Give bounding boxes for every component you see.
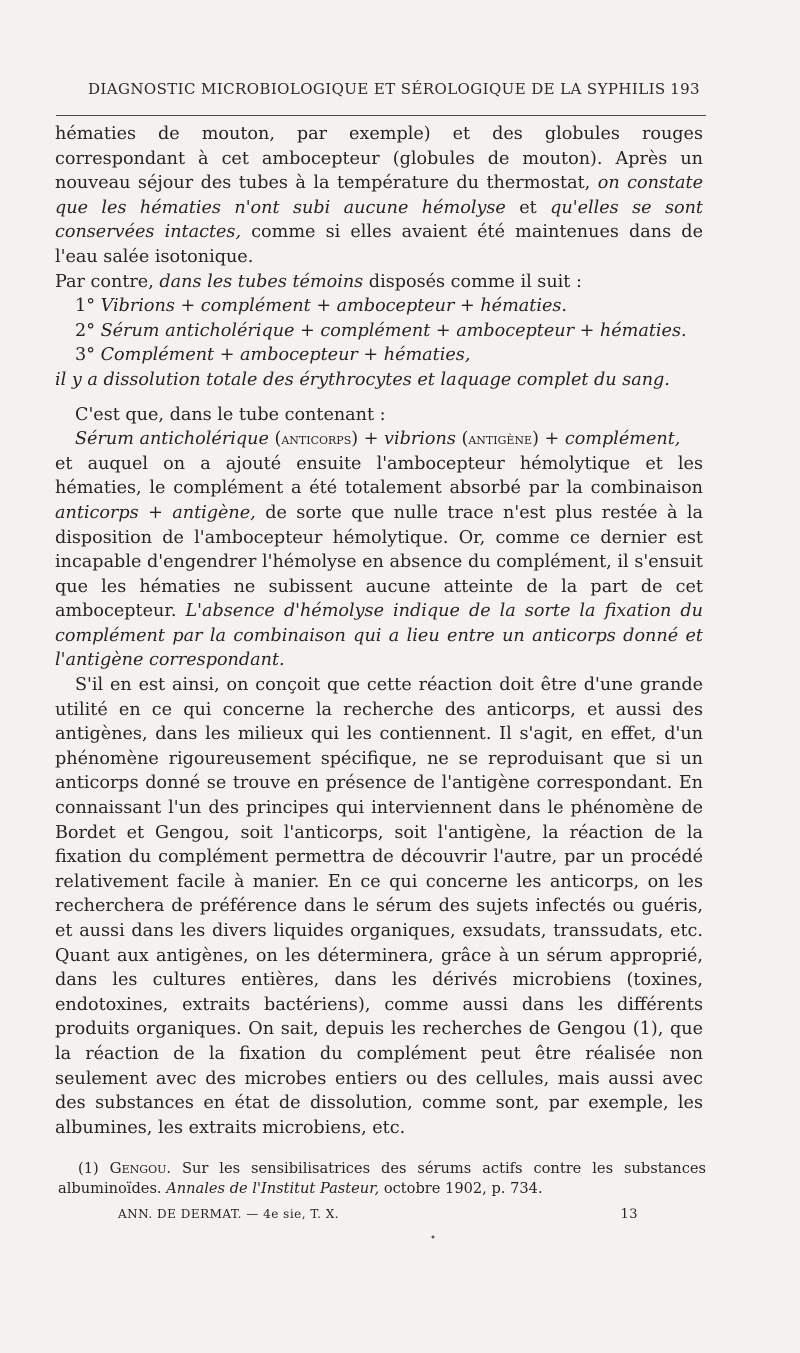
- signature-number: 13: [620, 1207, 638, 1222]
- list-number: 2°: [75, 320, 95, 341]
- text-span: C'est que, dans le tube contenant :: [75, 404, 386, 425]
- italic-span: L'absence d'hémolyse indique de la sorte la fixation du complément par la combinaison qui a lieu entre un anticorps donné et l'antigène correspondant.: [55, 601, 704, 671]
- italic-span: Sérum anticholérique: [75, 429, 269, 450]
- footnote-author: Gengou: [109, 1159, 167, 1177]
- paragraph: [55, 452, 703, 673]
- smallcaps-span: anticorps: [281, 430, 352, 449]
- page-footer: [118, 1207, 638, 1221]
- list-item: [55, 294, 703, 319]
- italic-span: anticorps + antigène,: [55, 502, 256, 523]
- smallcaps-span: antigène: [468, 430, 533, 449]
- text-span: S'il en est ainsi, on conçoit que cette réaction doit être d'une grande utilité en ce qui concerne la recherche des anticorps, et aussi des antigènes, dans les milieux qui les contiennent. Il s'agit, en effet, d'un phénomène rigoureusement spécifique, ne se reproduisant que si un anticorps donné se trouve en présence de l'antigène correspondant. En connaissant l'un des principes qui interviennent dans le phénomène de Bordet et Gengou, soit l'anticorps, soit l'antigène, la réaction de la fixation du complément permettra de découvrir l'autre, par un procédé relativement facile à manier. En ce qui concerne les anticorps, on les recherchera de préférence dans le sérum des sujets infectés ou guéris, et aussi dans les divers liquides organiques, exsudats, transsudats, etc. Quant aux antigènes, on les déterminera, grâce à un sérum approprié, dans les cultures entières, dans les dérivés microbiens (toxines, endotoxines, extraits bactériens), comme aussi dans les différents produits organiques. On sait, depuis les recherches de Gengou (1), que la réaction de la fixation du complément peut être réalisée non seulement avec des microbes entiers ou des cellules, mais aussi avec des substances en état de dissolution, comme sont, par exemple, les albumines, les extraits microbiens, etc.: [55, 675, 703, 1138]
- text-span: . Sur les sensibilisatrices des sérums actifs contre les substances albuminoïdes.: [58, 1160, 706, 1197]
- text-span: de sorte que nulle trace n'est plus restée à la disposition de l'ambocepteur hémolytique. Or, comme ce dernier est incapable d'engendrer l'hémolyse en absence du complément, il s'ensuit que les hématies ne subissent aucune atteinte de la part de cet ambocepteur.: [55, 502, 703, 622]
- footnote-journal: Annales de l'Institut Pasteur,: [166, 1180, 380, 1197]
- text-span: Par contre,: [55, 271, 160, 292]
- formula-line: [55, 427, 703, 452]
- body-text: [55, 122, 703, 1140]
- italic-span: vibrions: [384, 429, 456, 450]
- text-span: comme si elles avaient été maintenues dans de l'eau salée isotonique.: [55, 222, 703, 267]
- list-text: Vibrions + complément + ambocepteur + hématies.: [100, 296, 567, 317]
- paragraph: [55, 403, 703, 428]
- text-span: octobre 1902, p. 734.: [379, 1180, 543, 1197]
- running-head-title: DIAGNOSTIC MICROBIOLOGIQUE ET SÉROLOGIQUE DE LA SYPHILIS: [88, 80, 666, 98]
- list-text: Sérum anticholérique + complément + ambocepteur + hématies.: [100, 320, 687, 341]
- text-span: ) +: [532, 429, 565, 450]
- list-text: Complément + ambocepteur + hématies,: [100, 345, 471, 366]
- paragraph: [55, 673, 703, 1140]
- header-rule: [56, 115, 706, 116]
- page-number: 193: [670, 80, 700, 98]
- running-head: [88, 80, 700, 98]
- list-number: 1°: [75, 296, 95, 317]
- footnote: [58, 1158, 706, 1199]
- paragraph: [55, 368, 703, 393]
- bottom-mark: •: [430, 1233, 436, 1244]
- italic-span: il y a dissolution totale des érythrocytes et laquage complet du sang.: [55, 369, 670, 390]
- footnote-marker: (1): [78, 1160, 110, 1177]
- text-span: ) +: [351, 429, 385, 450]
- text-span: hématies de mouton, par exemple) et des globules rouges correspondant à cet ambocepteur (globules de mouton). Après un nouveau séjour des tubes à la température du thermostat,: [55, 124, 703, 194]
- text-span: et: [505, 197, 551, 218]
- italic-span: on constate que les hématies n'ont subi aucune hémolyse: [55, 173, 703, 218]
- text-span: (: [268, 429, 282, 450]
- text-span: disposés comme il suit :: [363, 271, 582, 292]
- paragraph: [55, 122, 703, 270]
- italic-span: qu'elles se sont conservées intactes,: [55, 197, 703, 243]
- list-item: [55, 319, 703, 344]
- paragraph: [55, 270, 703, 295]
- italic-span: complément,: [564, 429, 681, 450]
- text-span: (: [455, 429, 469, 450]
- footer-signature: ANN. DE DERMAT. — 4e sie, T. X.: [118, 1207, 340, 1221]
- list-number: 3°: [75, 345, 95, 366]
- list-item: [55, 343, 703, 368]
- text-span: et auquel on a ajouté ensuite l'ambocepteur hémolytique et les hématies, le complément a été totalement absorbé par la combinaison: [55, 453, 703, 499]
- italic-span: dans les tubes témoins: [159, 271, 364, 292]
